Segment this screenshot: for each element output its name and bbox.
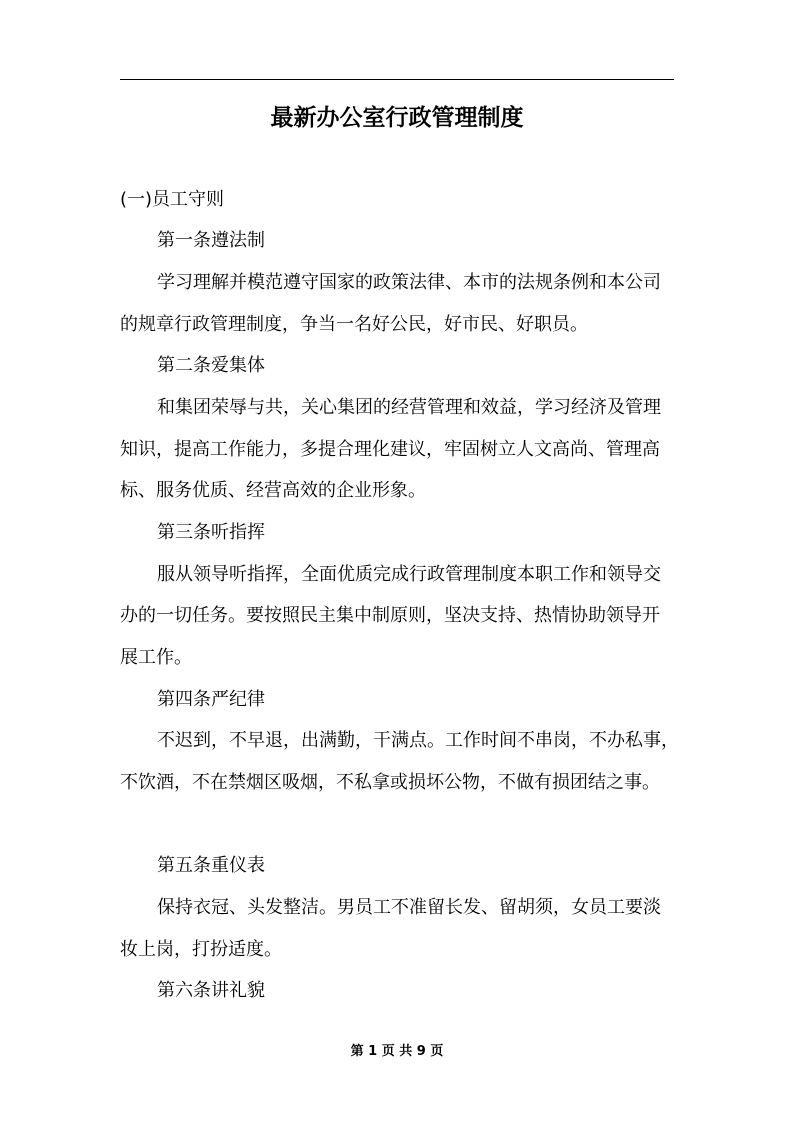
paragraph-line: 不迟到，不早退，出满勤，干满点。工作时间不串岗，不办私事， — [157, 730, 679, 751]
section-heading: (一)员工守则 — [120, 189, 225, 210]
paragraph-line: 办的一切任务。要按照民主集中制原则，坚决支持、热情协助领导开 — [120, 605, 660, 626]
paragraph-line: 保持衣冠、头发整洁。男员工不准留长发、留胡须，女员工要淡 — [157, 897, 661, 918]
paragraph-line: 的规章行政管理制度，争当一名好公民，好市民、好职员。 — [120, 314, 588, 335]
paragraph-line: 标、服务优质、经营高效的企业形象。 — [120, 480, 426, 501]
paragraph-line: 知识，提高工作能力，多提合理化建议，牢固树立人文高尚、管理高 — [120, 439, 660, 460]
paragraph-line: 服从领导听指挥，全面优质完成行政管理制度本职工作和领导交 — [157, 564, 661, 585]
article-4-heading: 第四条严纪律 — [157, 689, 265, 710]
header-divider — [120, 79, 674, 80]
article-5-heading: 第五条重仪表 — [157, 855, 265, 876]
paragraph-line: 和集团荣辱与共，关心集团的经营管理和效益，学习经济及管理 — [157, 397, 661, 418]
paragraph-line: 不饮酒，不在禁烟区吸烟，不私拿或损坏公物，不做有损团结之事。 — [120, 772, 660, 793]
paragraph-line: 展工作。 — [120, 647, 192, 668]
article-6-heading: 第六条讲礼貌 — [157, 980, 265, 1001]
paragraph-line: 妆上岗，打扮适度。 — [120, 939, 282, 960]
article-1-heading: 第一条遵法制 — [157, 230, 265, 251]
page-number-footer: 第 1 页 共 9 页 — [350, 1044, 444, 1059]
article-2-heading: 第二条爱集体 — [157, 355, 265, 376]
article-3-heading: 第三条听指挥 — [157, 522, 265, 543]
paragraph-line: 学习理解并模范遵守国家的政策法律、本市的法规条例和本公司 — [157, 272, 661, 293]
document-title: 最新办公室行政管理制度 — [270, 105, 524, 131]
